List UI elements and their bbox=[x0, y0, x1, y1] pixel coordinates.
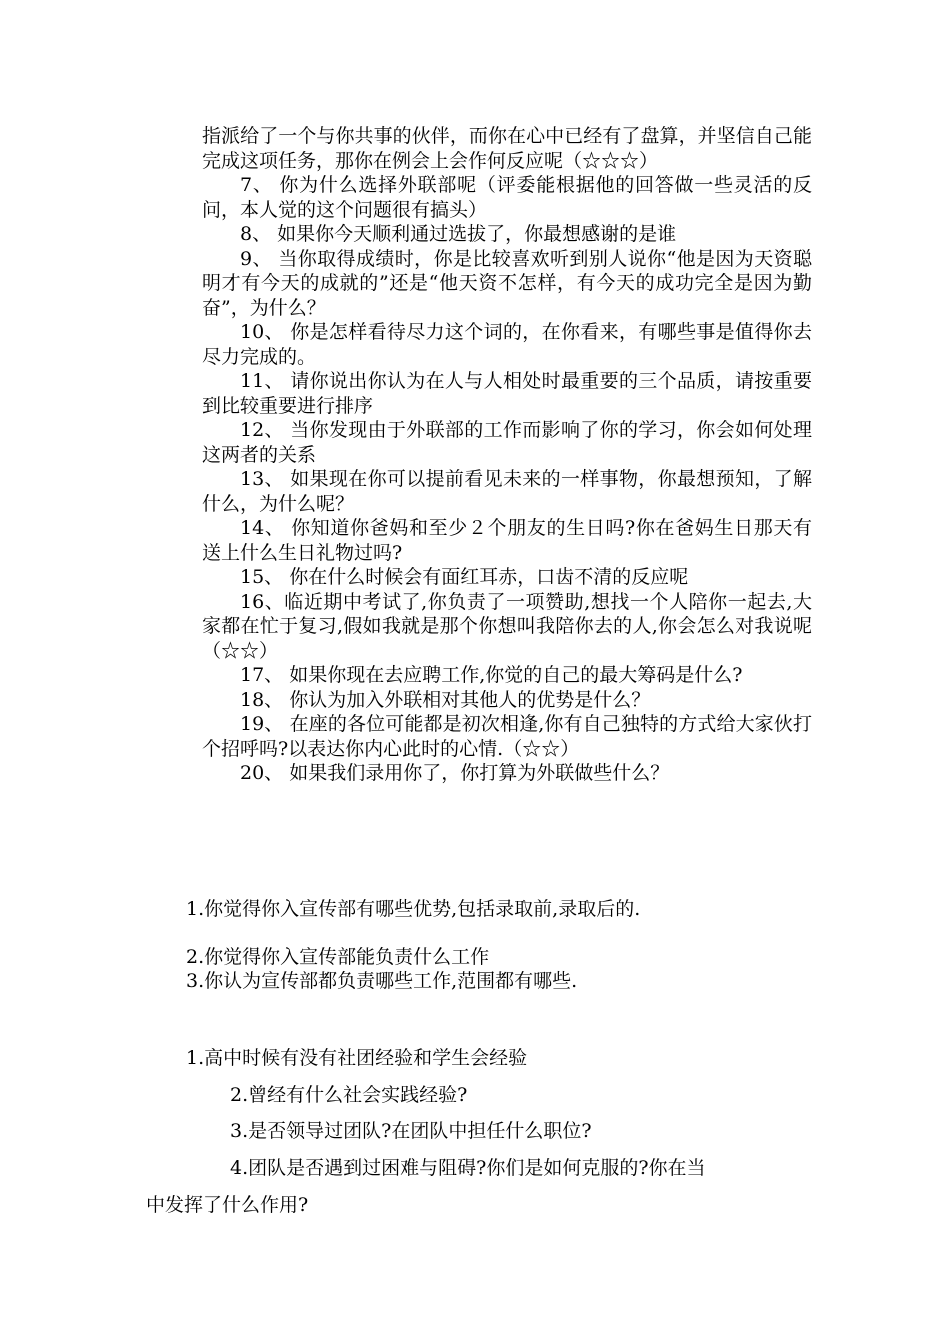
question-7: 7、 你为什么选择外联部呢（评委能根据他的回答做一些灵活的反问，本人觉的这个问题很有搞头） bbox=[202, 174, 812, 221]
interview-questions-section-1 bbox=[202, 124, 812, 786]
experience-questions-4-cont bbox=[146, 1193, 826, 1217]
question-20: 20、 如果我们录用你了，你打算为外联做些什么？ bbox=[240, 762, 670, 784]
experience-questions-3 bbox=[146, 1119, 826, 1143]
question-19: 19、 在座的各位可能都是初次相逢,你有自己独特的方式给大家伙打个招呼吗?以表达你内心此时的心情.（☆☆） bbox=[202, 713, 812, 760]
question-18: 18、 你认为加入外联相对其他人的优势是什么？ bbox=[240, 688, 651, 711]
experience-question-3: 3.是否领导过团队?在团队中担任什么职位? bbox=[230, 1120, 592, 1142]
question-15: 15、 你在什么时候会有面红耳赤，口齿不清的反应呢 bbox=[240, 566, 689, 588]
experience-question-1: 1.高中时候有没有社团经验和学生会经验 bbox=[186, 1047, 528, 1069]
experience-question-4-continuation: 中发挥了什么作用? bbox=[146, 1194, 309, 1216]
question-14: 14、 你知道你爸妈和至少２个朋友的生日吗?你在爸妈生日那天有送上什么生日礼物过吗? bbox=[202, 517, 812, 564]
publicity-question-1: 1.你觉得你入宣传部有哪些优势,包括录取前,录取后的. bbox=[186, 898, 641, 920]
experience-questions-2 bbox=[146, 1083, 826, 1107]
publicity-dept-questions-cont bbox=[186, 945, 806, 993]
publicity-question-3: 3.你认为宣传部都负责哪些工作,范围都有哪些. bbox=[186, 970, 578, 992]
question-17: 17、 如果你现在去应聘工作,你觉的自己的最大筹码是什么? bbox=[240, 664, 743, 686]
publicity-dept-questions bbox=[186, 897, 806, 921]
question-12: 12、 当你发现由于外联部的工作而影响了你的学习，你会如何处理这两者的关系 bbox=[202, 419, 812, 466]
question-9: 9、 当你取得成绩时，你是比较喜欢听到别人说你“他是因为天资聪明才有今天的成就的”还是“他天资不怎样，有今天的成功完全是因为勤奋”，为什么？ bbox=[202, 247, 812, 319]
publicity-question-2: 2.你觉得你入宣传部能负责什么工作 bbox=[186, 946, 490, 968]
question-10: 10、 你是怎样看待尽力这个词的，在你看来，有哪些事是值得你去尽力完成的。 bbox=[202, 321, 812, 368]
question-13: 13、 如果现在你可以提前看见未来的一样事物，你最想预知，了解什么，为什么呢？ bbox=[202, 468, 812, 515]
experience-questions-4 bbox=[146, 1156, 826, 1180]
question-8: 8、 如果你今天顺利通过选拔了，你最想感谢的是谁 bbox=[240, 223, 677, 245]
question-16: 16、临近期中考试了,你负责了一项赞助,想找一个人陪你一起去,大家都在忙于复习,假如我就是那个你想叫我陪你去的人,你会怎么对我说呢（☆☆） bbox=[202, 590, 812, 662]
question-6-continuation: 指派给了一个与你共事的伙伴，而你在心中已经有了盘算，并坚信自己能完成这项任务，那你在例会上会作何反应呢（☆☆☆） bbox=[202, 125, 812, 172]
question-11: 11、 请你说出你认为在人与人相处时最重要的三个品质，请按重要到比较重要进行排序 bbox=[202, 370, 812, 417]
experience-question-4: 4.团队是否遇到过困难与阻碍?你们是如何克服的?你在当 bbox=[230, 1157, 706, 1179]
experience-question-2: 2.曾经有什么社会实践经验? bbox=[230, 1084, 468, 1106]
experience-questions bbox=[146, 1046, 826, 1070]
